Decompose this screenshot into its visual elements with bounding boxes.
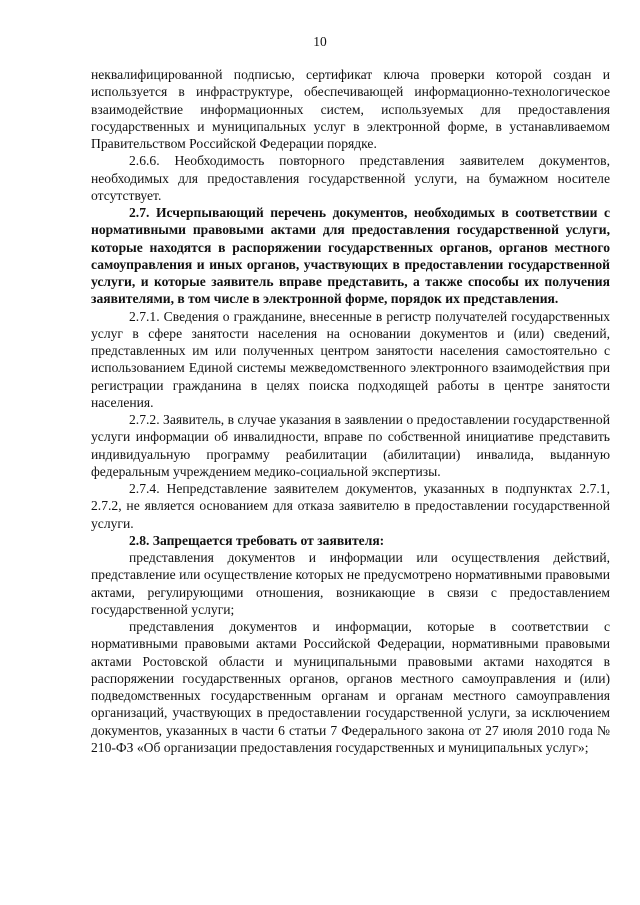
section-heading-2-8: 2.8. Запрещается требовать от заявителя: xyxy=(129,532,385,548)
paragraph-2-6-6: 2.6.6. Необходимость повторного представления заявителем документов, необходимых для предоставления государственной услуги, на бумажном носителе отсутствует. xyxy=(91,153,610,203)
continuation-paragraph: неквалифицированной подписью, сертификат ключа проверки которой создан и используется в инфраструктуре, обеспечивающей информационно-технологическое взаимодействие информационных систем, используемых для предоставления государственных и муниципальных услуг в электронной форме, в устанавливаемом Правительством Российской Федерации порядке. xyxy=(91,67,610,151)
document-body xyxy=(91,66,610,756)
paragraph-2-8-item-1: представления документов и информации или осуществления действий, представление или осуществление которых не предусмотрено нормативными правовыми актами, регулирующими отношения, возникающие в связи с предоставлением государственной услуги; xyxy=(91,550,610,617)
paragraph-2-7-4: 2.7.4. Непредставление заявителем документов, указанных в подпунктах 2.7.1, 2.7.2, не является основанием для отказа заявителю в предоставлении государственной услуги. xyxy=(91,481,610,531)
page-number: 10 xyxy=(313,34,327,49)
paragraph-2-7-2: 2.7.2. Заявитель, в случае указания в заявлении о предоставлении государственной услуги информации об инвалидности, вправе по собственной инициативе представить индивидуальную программу реабилитации (абилитации) инвалида, выданную федеральным учреждением медико-социальной экспертизы. xyxy=(91,412,610,479)
section-heading-2-7: 2.7. Исчерпывающий перечень документов, необходимых в соответствии с нормативными правовыми актами для предоставления государственной услуги, которые находятся в распоряжении государственных органов, органов местного самоуправления и иных органов, участвующих в предоставлении государственной услуги, и которые заявитель вправе представить, а также способы их получения заявителями, в том числе в электронной форме, порядок их представления. xyxy=(91,205,610,307)
paragraph-2-7-1: 2.7.1. Сведения о гражданине, внесенные в регистр получателей государственных услуг в сфере занятости населения на основании документов и (или) сведений, представленных им или полученных центром занятости населения самостоятельно с использованием Единой системы межведомственного электронного взаимодействия при регистрации гражданина в целях поиска подходящей работы в центре занятости населения. xyxy=(91,308,610,410)
paragraph-2-8-item-2: представления документов и информации, которые в соответствии с нормативными правовыми актами Российской Федерации, нормативными правовыми актами Ростовской области и муниципальными правовыми актами находятся в распоряжении государственных органов, органов местного самоуправления и (или) подведомственных государственным органам и органам местного самоуправления организаций, участвующих в предоставлении государственной услуги, за исключением документов, указанных в части 6 статьи 7 Федерального закона от 27 июля 2010 года № 210-ФЗ «Об организации предоставления государственных и муниципальных услуг»; xyxy=(91,619,610,755)
